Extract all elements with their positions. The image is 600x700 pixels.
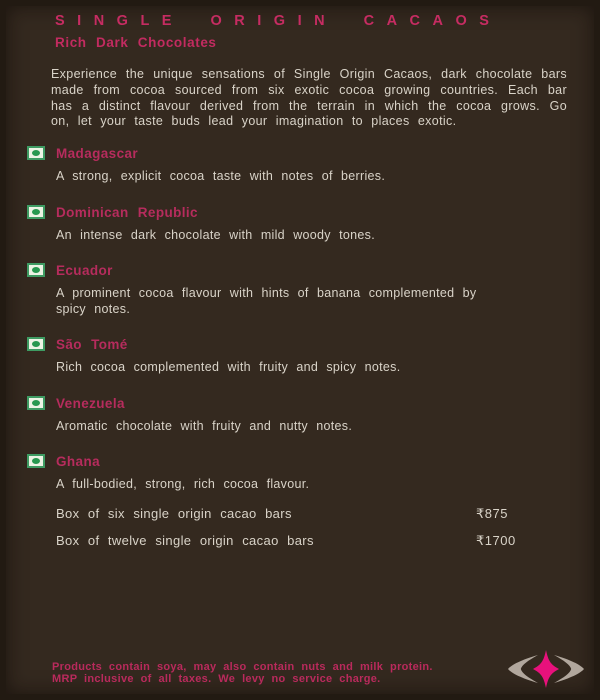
veg-icon (27, 337, 45, 351)
price-label: Box of twelve single origin cacao bars (56, 533, 314, 548)
veg-icon (27, 205, 45, 219)
price-label: Box of six single origin cacao bars (56, 506, 292, 521)
item-name: São Tomé (56, 337, 128, 352)
veg-dot-icon (32, 209, 40, 215)
item-name: Dominican Republic (56, 204, 198, 220)
menu-item-sao-tome (56, 337, 486, 376)
veg-dot-icon (32, 267, 40, 273)
veg-icon (27, 263, 45, 277)
item-description: An intense dark chocolate with mild woody tones. (56, 227, 375, 242)
price-amount: ₹875 (476, 506, 508, 521)
disclaimer-line-1: Products contain soya, may also contain nuts and milk protein. (52, 661, 433, 673)
veg-dot-icon (32, 150, 40, 156)
item-description: A full-bodied, strong, rich cocoa flavour. (56, 477, 310, 491)
menu-item-madagascar (56, 146, 486, 185)
footer-disclaimer (52, 662, 433, 685)
item-name: Ghana (56, 454, 101, 469)
price-row-box-of-twelve (56, 533, 556, 549)
veg-icon (27, 396, 45, 410)
page-subtitle: Rich Dark Chocolates (55, 35, 217, 50)
page-title: SINGLE ORIGIN CACAOS (55, 13, 502, 29)
price-list (56, 506, 556, 560)
intro-paragraph: Experience the unique sensations of Single Origin Cacaos, dark chocolate bars made from cocoa sourced from six exotic cocoa growing countries. Each bar has a distinct flavour derived from the terrain in which the cocoa grows. Go on, let your taste buds lead your imagination to places exotic. (51, 67, 567, 129)
item-description: Rich cocoa complemented with fruity and spicy notes. (56, 360, 401, 374)
veg-dot-icon (32, 341, 40, 347)
brand-logo-icon (508, 649, 584, 689)
veg-icon (27, 454, 45, 468)
item-description: Aromatic chocolate with fruity and nutty notes. (56, 418, 353, 433)
menu-item-venezuela (56, 396, 486, 435)
price-amount: ₹1700 (476, 533, 516, 548)
disclaimer-line-2: MRP inclusive of all taxes. We levy no service charge. (52, 672, 381, 685)
price-row-box-of-six (56, 506, 556, 522)
veg-icon (27, 146, 45, 160)
menu-item-ecuador (56, 263, 486, 317)
menu-items-list (56, 146, 486, 513)
item-name: Madagascar (56, 146, 139, 161)
item-description: A strong, explicit cocoa taste with notes of berries. (56, 169, 386, 183)
item-name: Venezuela (56, 395, 125, 411)
veg-dot-icon (32, 400, 40, 406)
item-name: Ecuador (56, 263, 113, 278)
menu-item-dominican-republic (56, 205, 486, 244)
item-description: A prominent cocoa flavour with hints of banana complemented by spicy notes. (56, 286, 477, 316)
veg-dot-icon (32, 458, 40, 464)
menu-item-ghana (56, 454, 486, 493)
